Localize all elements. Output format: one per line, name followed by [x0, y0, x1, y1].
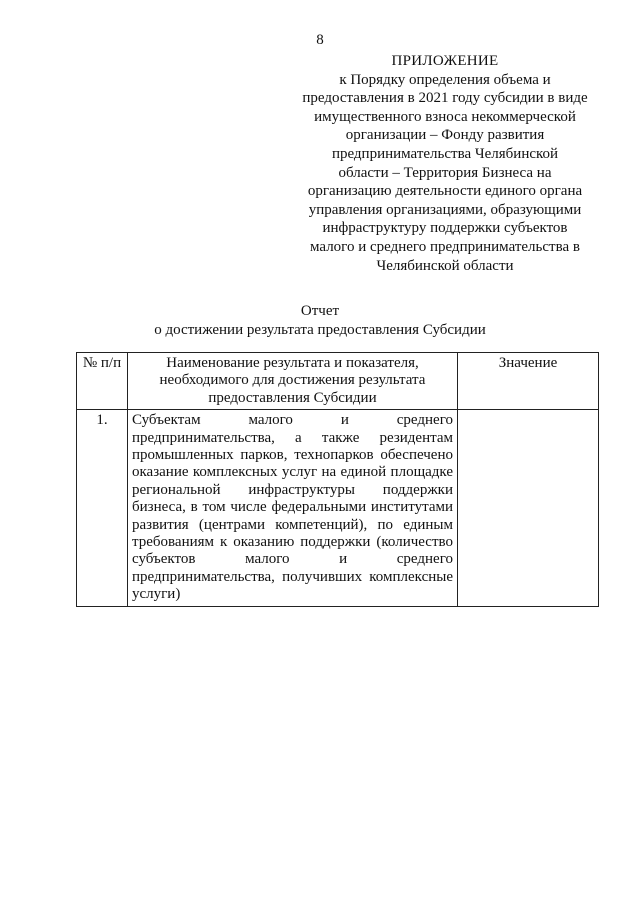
- appendix-line: имущественного взноса некоммерческой: [314, 108, 576, 125]
- report-title: Отчет: [300, 303, 340, 319]
- appendix-line: Челябинской области: [376, 257, 514, 274]
- table-header-row: [77, 353, 599, 410]
- page-number: 8: [316, 32, 324, 48]
- header-value: Значение: [458, 353, 599, 410]
- appendix-line: малого и среднего предпринимательства в: [310, 238, 580, 255]
- report-subtitle: о достижении результата предоставления Субсидии: [154, 322, 486, 338]
- header-name: Наименование результата и показателя, необходимого для достижения результата предоставления Субсидии: [128, 353, 458, 410]
- appendix-line: организации – Фонду развития: [345, 127, 545, 144]
- table-row: [77, 410, 599, 606]
- appendix-line: организацию деятельности единого органа: [307, 183, 583, 200]
- row-name: Субъектам малого и среднего предпринимательства, а также резидентам промышленных парков, технопарков обеспечено оказание комплексных услуг на единой площадке региональной инфраструктуры поддержки бизнеса, в том числе федеральными институтами развития (центрами компетенций), по единым требованиям к оказанию поддержки (количество субъектов малого и среднего предпринимательства, получивших комплексные услуги): [128, 410, 458, 606]
- appendix-line: области – Территория Бизнеса на: [338, 164, 552, 181]
- header-number: № п/п: [77, 353, 128, 410]
- appendix-line: управления организациями, образующими: [308, 201, 582, 218]
- appendix-line: предоставления в 2021 году субсидии в виде: [302, 90, 588, 107]
- row-value: [458, 410, 599, 606]
- report-title-block: [0, 302, 640, 340]
- row-number: 1.: [77, 410, 128, 606]
- appendix-line: предпринимательства Челябинской: [331, 145, 559, 162]
- report-table: [76, 352, 599, 607]
- appendix-heading: ПРИЛОЖЕНИЕ: [391, 53, 499, 69]
- appendix-line: к Порядку определения объема и: [339, 71, 551, 88]
- appendix-block: [290, 52, 600, 275]
- appendix-line: инфраструктуру поддержки субъектов: [322, 220, 568, 237]
